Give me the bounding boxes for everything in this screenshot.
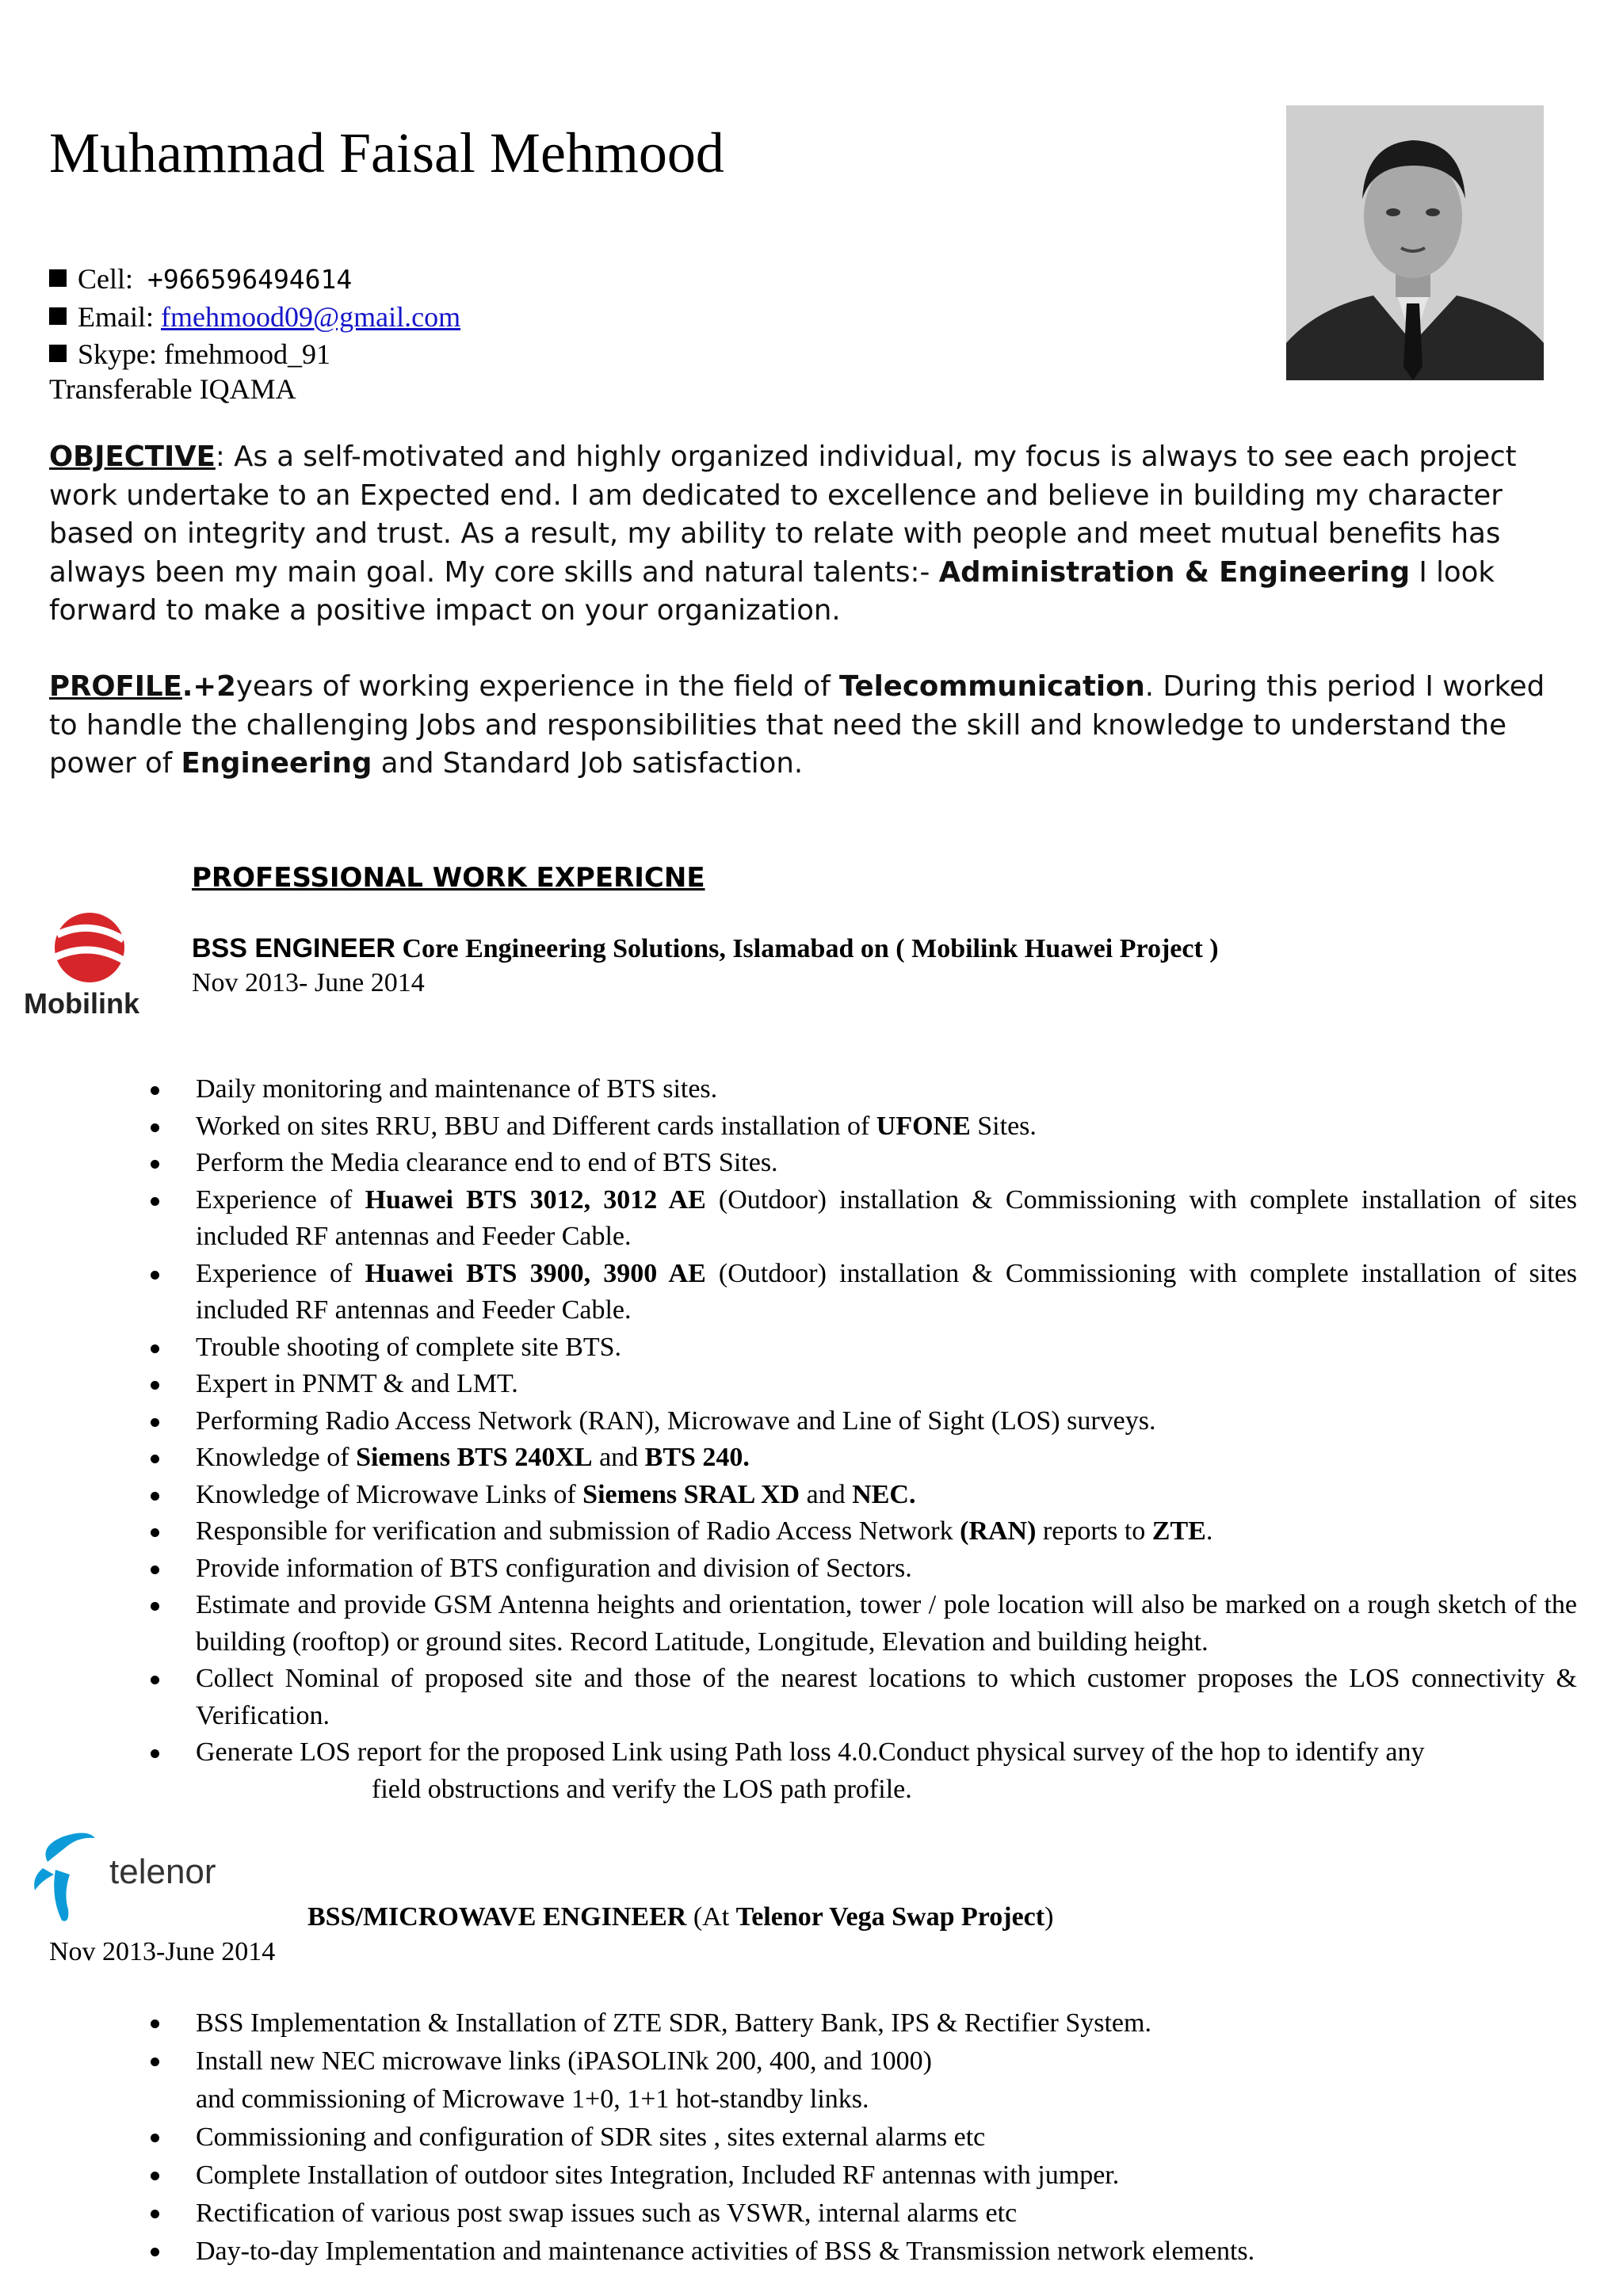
list-item: Performing Radio Access Network (RAN), Microwave and Line of Sight (LOS) surveys. [143,1403,1577,1440]
iqama-status: Transferable IQAMA [49,373,296,405]
profile-photo [1286,105,1544,380]
list-item: Trouble shooting of complete site BTS. [143,1329,1577,1367]
list-item: Experience of Huawei BTS 3012, 3012 AE (Outdoor) installation & Commissioning with complete installation of sites included RF antennas and Feeder Cable. [143,1182,1577,1256]
list-item: Complete Installation of outdoor sites Integration, Included RF antennas with jumper. [143,2157,1577,2195]
list-item: Responsible for verification and submission of Radio Access Network (RAN) reports to ZTE. [143,1513,1577,1550]
list-item: Commissioning and configuration of SDR sites , sites external alarms etc [143,2119,1577,2157]
list-item: Provide information of BTS configuration and division of Sectors. [143,1550,1577,1588]
list-item: Collect Nominal of proposed site and those of the nearest locations to which customer proposes the LOS connectivity & Verification. [143,1661,1577,1734]
job-2-responsibilities [143,2004,1577,2271]
job-2-dates: Nov 2013-June 2014 [49,1937,276,1966]
objective-paragraph: OBJECTIVE: As a self-motivated and highly organized individual, my focus is always to see each project work undertake to an Expected end. I am dedicated to excellence and believe in building my character based on integrity and trust. As a result, my ability to relate with people and meet mutual benefits has always been my main goal. My core skills and natural talents:- Administration & Engineering I look forward to make a positive impact on your organization. [49,441,1517,627]
list-item: Install new NEC microwave links (iPASOLINk 200, 400, and 1000) and commissioning of Microwave 1+0, 1+1 hot-standby links. [143,2042,1577,2119]
list-item: Knowledge of Microwave Links of Siemens SRAL XD and NEC. [143,1477,1577,1514]
list-item: Rectification of various post swap issues such as VSWR, internal alarms etc [143,2195,1577,2233]
job-1-title: BSS ENGINEER Core Engineering Solutions, Islamabad on ( Mobilink Huawei Project ) [192,933,1219,963]
mobilink-globe-icon [46,911,133,984]
list-item: Generate LOS report for the proposed Link using Path loss 4.0.Conduct physical survey of the hop to identify any field obstructions and verify the LOS path profile. [143,1734,1577,1808]
list-item: Daily monitoring and maintenance of BTS sites. [143,1071,1577,1108]
email-link[interactable]: fmehmood09@gmail.com [160,301,461,333]
list-item: Expert in PNMT & and LMT. [143,1366,1577,1403]
list-item: Knowledge of Siemens BTS 240XL and BTS 240. [143,1440,1577,1477]
job-1-dates: Nov 2013- June 2014 [192,968,425,997]
list-item: Estimate and provide GSM Antenna heights and orientation, tower / pole location will also be marked on a rough sketch of the building (rooftop) or ground sites. Record Latitude, Longitude, Elevation and building height. [143,1587,1577,1661]
contact-email: Email: fmehmood09@gmail.com [49,299,460,334]
square-bullet-icon [49,269,67,287]
job-2-title: BSS/MICROWAVE ENGINEER (At Telenor Vega Swap Project) [307,1902,1054,1932]
work-experience-heading: PROFESSIONAL WORK EXPERICNE [192,862,705,894]
list-item: BSS Implementation & Installation of ZTE SDR, Battery Bank, IPS & Rectifier System. [143,2004,1577,2042]
contact-cell: Cell: +966596494614 [49,261,352,297]
list-item: Experience of Huawei BTS 3900, 3900 AE (Outdoor) installation & Commissioning with complete installation of sites included RF antennas and Feeder Cable. [143,1256,1577,1329]
square-bullet-icon [49,345,67,362]
telenor-logo: telenor [32,1822,214,1925]
list-item: Worked on sites RRU, BBU and Different cards installation of UFONE Sites. [143,1108,1577,1146]
person-photo-icon [1286,105,1544,380]
job-1-responsibilities [143,1071,1577,1808]
contact-skype: Skype: fmehmood_91 [49,337,330,372]
square-bullet-icon [49,307,67,325]
list-item: Perform the Media clearance end to end of BTS Sites. [143,1145,1577,1182]
list-item: Day-to-day Implementation and maintenance activities of BSS & Transmission network elements. [143,2233,1577,2271]
profile-paragraph: PROFILE.+2years of working experience in the field of Telecommunication. During this period I worked to handle the challenging Jobs and responsibilities that need the skill and knowledge to understand the power of Engineering and Standard Job satisfaction. [49,670,1545,780]
mobilink-logo: Mobilink [24,911,151,1022]
candidate-name: Muhammad Faisal Mehmood [49,121,724,185]
telenor-propeller-icon [32,1822,103,1925]
